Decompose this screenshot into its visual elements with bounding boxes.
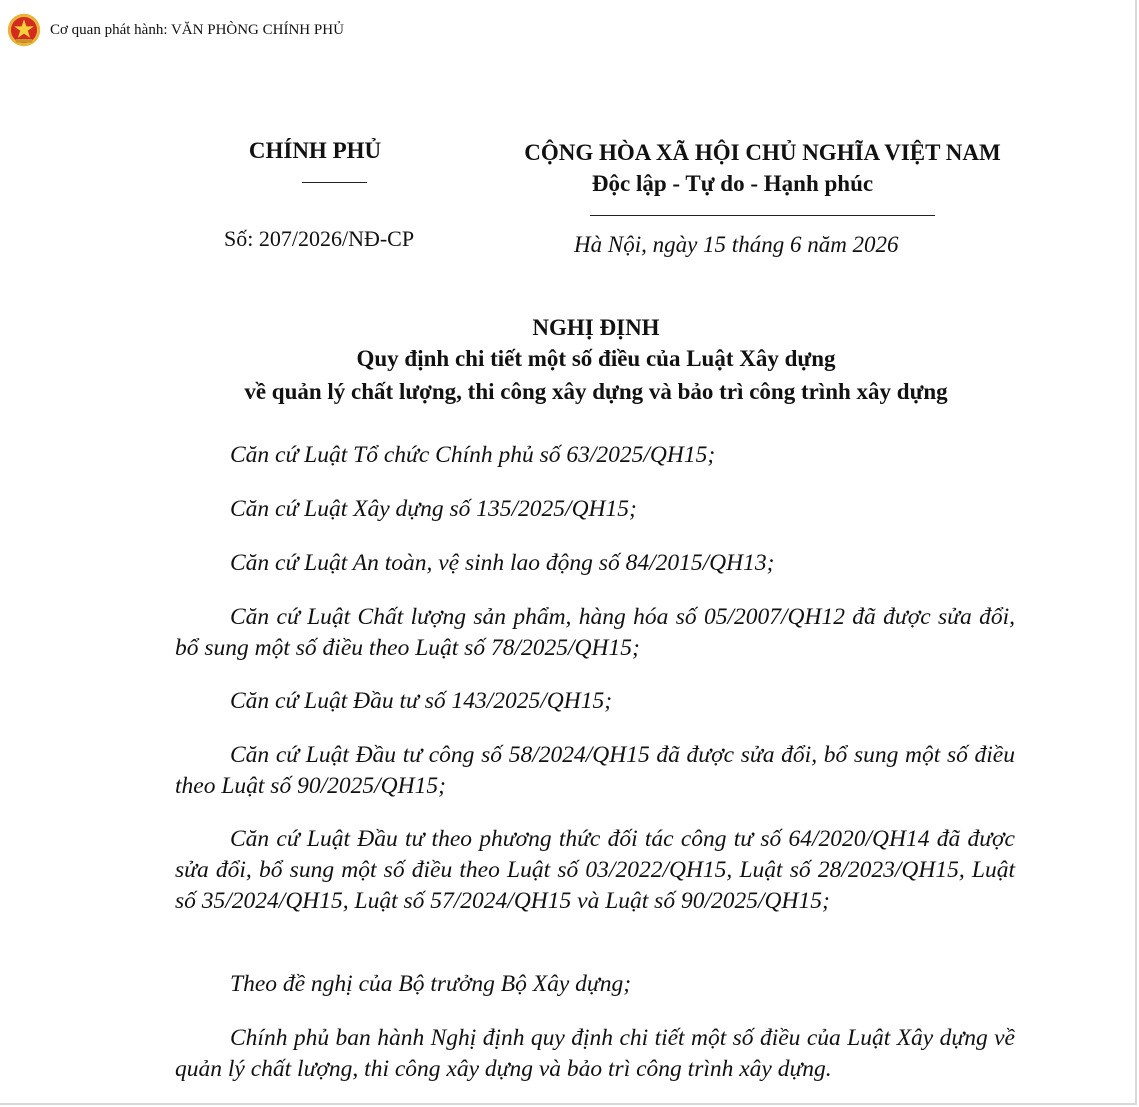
place-and-date: Hà Nội, ngày 15 tháng 6 năm 2026 bbox=[574, 232, 899, 257]
country-name: CỘNG HÒA XÃ HỘI CHỦ NGHĨA VIỆT NAM bbox=[524, 140, 1001, 165]
legal-basis-paragraph: Căn cứ Luật An toàn, vệ sinh lao động số 84/2015/QH13; bbox=[230, 550, 775, 576]
document-subtitle-line1: Quy định chi tiết một số điều của Luật Xây dựng bbox=[356, 346, 836, 371]
document-subtitle-line2: về quản lý chất lượng, thi công xây dựng và bảo trì công trình xây dựng bbox=[244, 379, 948, 404]
enactment-paragraph: Chính phủ ban hành Nghị định quy định chi tiết một số điều của Luật Xây dựng về quản lý chất lượng, thi công xây dựng và bảo trì công trình xây dựng. bbox=[175, 1025, 1015, 1082]
legal-basis-paragraph: Căn cứ Luật Đầu tư số 143/2025/QH15; bbox=[230, 688, 613, 714]
motto-underline bbox=[590, 215, 935, 216]
issuer-label: Cơ quan phát hành: VĂN PHÒNG CHÍNH PHỦ bbox=[50, 21, 344, 38]
issuer-bar bbox=[6, 12, 344, 48]
legal-basis-paragraph: Căn cứ Luật Chất lượng sản phẩm, hàng hóa số 05/2007/QH12 đã được sửa đổi, bổ sung một số điều theo Luật số 78/2025/QH15; bbox=[175, 604, 1015, 661]
legal-basis-paragraph: Căn cứ Luật Đầu tư công số 58/2024/QH15 đã được sửa đổi, bổ sung một số điều theo Luật số 90/2025/QH15; bbox=[175, 742, 1015, 799]
legal-basis-paragraph: Căn cứ Luật Xây dựng số 135/2025/QH15; bbox=[230, 496, 637, 522]
issuing-agency: CHÍNH PHỦ bbox=[248, 138, 382, 163]
legal-basis-paragraph: Căn cứ Luật Đầu tư theo phương thức đối tác công tư số 64/2020/QH14 đã được sửa đổi, bổ sung một số điều theo Luật số 03/2022/QH15, Luật số 28/2023/QH15, Luật số 35/2024/QH15, Luật số 57/2024/QH15 và Luật số 90/2025/QH15; bbox=[175, 826, 1015, 914]
national-emblem-icon bbox=[6, 12, 42, 48]
document-title: NGHỊ ĐỊNH bbox=[532, 315, 660, 340]
national-motto: Độc lập - Tự do - Hạnh phúc bbox=[591, 171, 874, 196]
proposal-paragraph: Theo đề nghị của Bộ trưởng Bộ Xây dựng; bbox=[230, 971, 632, 997]
legal-basis-paragraph: Căn cứ Luật Tổ chức Chính phủ số 63/2025/QH15; bbox=[230, 442, 716, 468]
agency-underline bbox=[302, 182, 367, 183]
document-number: Số: 207/2026/NĐ-CP bbox=[224, 226, 415, 251]
